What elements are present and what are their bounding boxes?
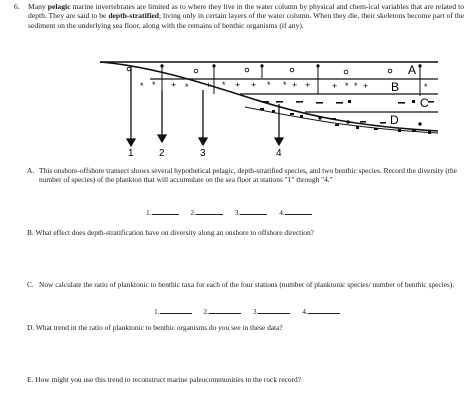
question-e-letter: E. <box>27 375 34 384</box>
svg-text:*: * <box>283 80 287 90</box>
svg-text:+: + <box>363 81 369 91</box>
question-a-text: This onshore-offshore transect shows several hypothetical pelagic, depth-stratified species, and two benthic species. Record the diversity (the number of species) of the plankton that will accumulate on the sea floor at stations "1" through "4." <box>39 166 457 185</box>
species-dot-markers <box>160 64 421 67</box>
answer-a-3-blank[interactable] <box>240 207 267 215</box>
question-d-letter: D. <box>27 323 35 332</box>
transect-diagram <box>0 0 474 170</box>
question-d-text: What trend in the ratio of planktonic to benthic organisms do you see in these data? <box>35 323 283 332</box>
term-depth-stratified: depth-stratified <box>108 11 159 21</box>
answer-a-2-blank[interactable] <box>196 207 223 215</box>
question-c-text: Now calculate the ratio of planktonic to benthic taxa for each of the four stations (number of planktonic species/ number of benthic species). <box>39 280 455 289</box>
answer-c-4-blank[interactable] <box>308 306 340 314</box>
svg-text:+: + <box>332 81 338 91</box>
svg-text:*: * <box>354 81 358 91</box>
question-b-text: What effect does depth-stratification have on diversity along an onshore to offshore direction? <box>35 228 314 237</box>
svg-text:*: * <box>185 82 189 92</box>
svg-text:*: * <box>140 81 144 91</box>
station-label-1: 1 <box>128 148 134 159</box>
station-arrows <box>127 66 283 146</box>
answer-a-4-blank[interactable] <box>285 207 312 215</box>
question-b <box>27 228 467 237</box>
sea-floor-profile <box>100 62 438 131</box>
species-label-b: B <box>391 80 400 94</box>
svg-text:+: + <box>292 80 298 90</box>
svg-text:+: + <box>235 80 241 90</box>
question-c <box>27 280 467 289</box>
answer-row-c: 1. 2. 3. 4. <box>154 306 384 316</box>
svg-text:+: + <box>206 80 212 90</box>
question-e-text: How might you use this trend to reconstruct marine paleocommunities in the rock record? <box>35 375 302 384</box>
answer-c-1-blank[interactable] <box>160 306 192 314</box>
term-pelagic: pelagic <box>47 2 71 11</box>
species-c-markers <box>262 100 434 104</box>
species-b-markers <box>140 80 428 92</box>
question-a <box>27 166 467 184</box>
answer-a-1-blank[interactable] <box>152 207 179 215</box>
svg-text:*: * <box>424 82 428 92</box>
species-label-a: A <box>408 63 417 77</box>
answer-c-3-blank[interactable] <box>258 306 290 314</box>
problem-number: 6. <box>14 2 20 11</box>
svg-text:+: + <box>251 80 257 90</box>
question-c-letter: C. <box>27 280 34 289</box>
svg-text:*: * <box>267 80 271 90</box>
svg-text:*: * <box>222 80 226 90</box>
station-label-4: 4 <box>276 148 282 159</box>
question-d <box>27 323 467 332</box>
svg-text:+: + <box>171 80 177 90</box>
station-label-2: 2 <box>159 148 165 159</box>
svg-text:*: * <box>345 81 349 91</box>
svg-text:*: * <box>152 80 156 90</box>
question-b-letter: B. <box>27 228 34 237</box>
answer-row-a: 1. 2. 3. 4. <box>146 207 346 217</box>
answer-c-2-blank[interactable] <box>209 306 241 314</box>
station-label-3: 3 <box>200 148 206 159</box>
svg-text:+: + <box>305 80 311 90</box>
species-label-d: D <box>390 113 399 127</box>
question-e <box>27 375 467 384</box>
species-label-c: C <box>420 96 429 110</box>
problem-text: Many pelagic marine invertebrates are limited as to where they live in the water column by physical and chem-ical variables that are related to depth. They are said to be depth-stratified; living only in certain layers of the water column. When they die, their skeletons become part of the sediment on the underlying sea floor, along with the remains of benthic organisms (if any). <box>28 2 465 30</box>
question-a-letter: A. <box>27 166 35 175</box>
